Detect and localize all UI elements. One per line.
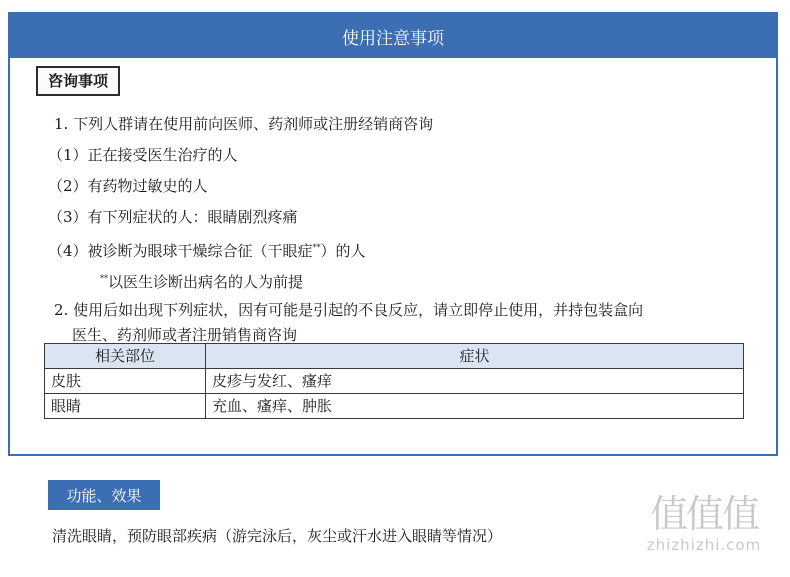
symptom-table [44,343,744,419]
table-header-row [45,344,744,369]
table-cell: 眼睛 [45,394,206,419]
watermark-glyphs: 值值值 [649,492,758,536]
effects-text: 清洗眼睛，预防眼部疾病（游完泳后，灰尘或汗水进入眼睛等情况） [52,527,503,545]
table-cell: 皮肤 [45,369,206,394]
header-symptom: 症状 [206,344,744,369]
consult-tag: 咨询事项 [36,66,120,96]
sub-item-4-tail: ）的人 [320,242,366,260]
panel-title: 使用注意事项 [10,14,776,58]
footnote [100,269,303,292]
sub-item-4-text: （4）被诊断为眼球干燥综合征（干眼症 [48,242,313,260]
sub-item-4-mark: ** [312,243,321,252]
footnote-text: 以医生诊断出病名的人为前提 [108,273,304,291]
table-row [45,394,744,419]
effects-tag: 功能、效果 [48,480,160,510]
item-2-line-1: 2. 使用后如出现下列症状，因有可能是引起的不良反应，请立即停止使用，并持包装盒向 [54,301,644,319]
watermark-url: zhizhizhi.com [646,536,762,554]
table-cell: 充血、瘙痒、肿胀 [206,394,744,419]
table-cell: 皮疹与发红、瘙痒 [206,369,744,394]
sub-item-2: （2）有药物过敏史的人 [48,177,208,195]
item-1: 1. 下列人群请在使用前向医师、药剂师或注册经销商咨询 [54,115,434,133]
watermark-logo [628,492,780,562]
sub-item-4 [48,238,366,261]
table-row [45,369,744,394]
header-body-part: 相关部位 [45,344,206,369]
item-2-line-2: 医生、药剂师或者注册销售商咨询 [72,326,298,344]
sub-item-3: （3）有下列症状的人：眼睛剧烈疼痛 [48,208,298,226]
sub-item-1: （1）正在接受医生治疗的人 [48,146,238,164]
footnote-mark: ** [100,274,108,283]
